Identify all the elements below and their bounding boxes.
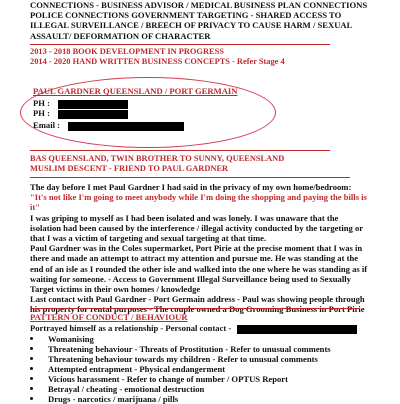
bullet-dot (30, 387, 33, 390)
quote-line: it" (30, 202, 41, 213)
list-item (48, 354, 318, 364)
list-item-text: Vicious harassment - Refer to change of number / OPTUS Report (48, 374, 288, 384)
email-label: Email : (33, 120, 60, 130)
bullet-dot (30, 337, 33, 340)
narrative-line: Target victims in their own homes / knowledge (30, 284, 201, 295)
list-item-text: Betrayal / cheating - emotional destruction (48, 384, 205, 394)
list-item (48, 364, 225, 374)
bullet-dot (30, 377, 33, 380)
list-item (48, 334, 94, 344)
phone-label: PH : (33, 98, 50, 108)
quote-line: "It's not like I'm going to meet anybody while I'm doing the shopping and paying the bills is (30, 192, 367, 203)
list-item-text: Threatening behaviour - Threats of Prostitution - Refer to unusual comments (48, 344, 331, 354)
redaction-bar (58, 110, 128, 119)
contact-phone-2 (33, 108, 128, 119)
narrative-line: Last contact with Paul Gardner - Port Germain address - Paul was showing people through (30, 294, 365, 305)
list-item (48, 374, 288, 384)
list-item (48, 344, 331, 354)
narrative-block (30, 182, 388, 315)
list-item-text: Drugs - narcotics / marijuana / pills (48, 394, 179, 404)
contact-name: PAUL GARDNER QUEENSLAND / PORT GERMAIN (33, 86, 238, 96)
book-line: 2014 - 2020 HAND WRITTEN BUSINESS CONCEPTS - Refer Stage 4 (30, 57, 285, 66)
narrative-line: that I was a victim of targeting and sexual targeting at that time. (30, 233, 267, 244)
list-item (48, 384, 204, 394)
contact-email (33, 120, 184, 131)
narrative-line: waiting for someone. - Access to Government Illegal Surveillance being used to Sexually (30, 273, 351, 284)
book-line: 2013 - 2018 BOOK DEVELOPMENT IN PROGRESS (30, 47, 224, 56)
header-line: POLICE CONNECTIONS GOVERNMENT TARGETING - SHARED ACCESS TO (30, 10, 342, 21)
list-item-text: Attempted entrapment - Physical endangerment (48, 364, 226, 374)
bas-line: MUSLIM DESCENT - FRIEND TO PAUL GARDNER (30, 164, 229, 173)
portrayed-text: Portrayed himself as a relationship - Personal contact - (30, 323, 232, 333)
list-item (48, 394, 178, 404)
list-item-text: Threatening behaviour towards my children - Refer to unusual comments (48, 354, 318, 364)
narrative-line: Paul Gardner was in the Coles supermarket, Port Pirie at the precise moment that I was in (30, 243, 363, 254)
narrative-intro: The day before I met Paul Gardner I had said in the privacy of my own home/bedroom: (30, 182, 352, 192)
narrative-line: end of an isle as I rounded the other isle and walked into the one where he was standing as if (30, 263, 368, 274)
pattern-heading: PATTERN OF CONDUCT / BEHAVIOUR (30, 312, 188, 322)
list-item-text: Womanising (48, 334, 94, 344)
redaction-bar (68, 122, 184, 131)
header-line: CONNECTIONS - BUSINESS ADVISOR / MEDICAL BUSINESS PLAN CONNECTIONS (30, 0, 368, 10)
bas-line: BAS QUEENSLAND, TWIN BROTHER TO SUNNY, QUEENSLAND (30, 154, 285, 163)
bullet-dot (30, 367, 33, 370)
phone-label: PH : (33, 108, 50, 118)
header-line: ILLEGAL SURVEILLANCE / BREECH OF PRIVACY TO CAUSE HARM / SEXUAL (30, 20, 353, 31)
pattern-portrayed (30, 323, 357, 334)
narrative-line: isolation had been caused by the interference / illegal activity conducted by the targeting or (30, 222, 364, 233)
narrative-line: I was griping to myself as I had been isolated and was lonely. I was unaware that the (30, 212, 339, 223)
contact-phone-1 (33, 98, 128, 109)
header-line: ASSAULT/ DEFORMATION OF CHARACTER (30, 30, 211, 41)
bullet-dot (30, 357, 33, 360)
divider (30, 44, 330, 45)
divider (30, 308, 360, 309)
bullet-dot (30, 347, 33, 350)
narrative-line: his property for rental purposes - The couple owned a Dog Grooming Business in Port Pirie (30, 304, 365, 315)
header-block (30, 0, 395, 41)
divider (30, 150, 330, 151)
redaction-bar (237, 325, 357, 334)
narrative-line: there and made an attempt to attract my attention and pursue me. He was standing at the (30, 253, 359, 264)
divider (30, 177, 350, 178)
